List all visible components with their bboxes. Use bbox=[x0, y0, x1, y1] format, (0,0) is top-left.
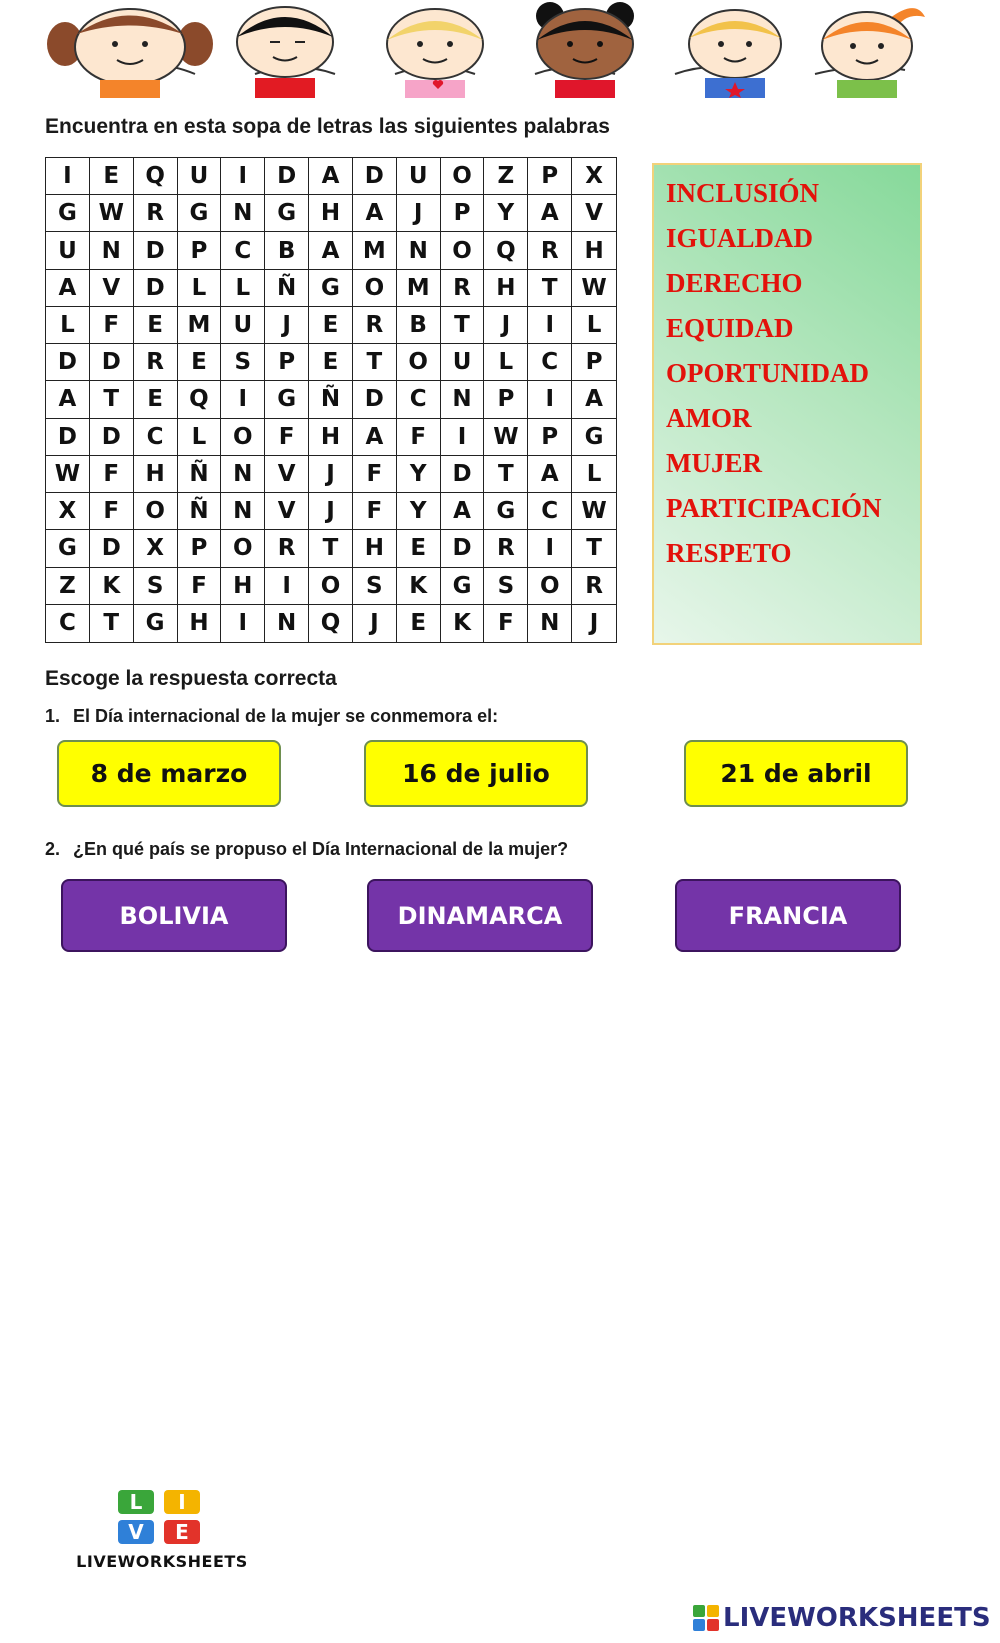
grid-cell: G bbox=[46, 195, 90, 232]
grid-cell: I bbox=[221, 381, 265, 418]
grid-cell: T bbox=[572, 530, 616, 567]
grid-cell: I bbox=[221, 158, 265, 195]
grid-cell: L bbox=[572, 456, 616, 493]
choose-instruction: Escoge la respuesta correcta bbox=[45, 667, 337, 690]
grid-cell: E bbox=[309, 307, 353, 344]
grid-cell: I bbox=[221, 605, 265, 642]
grid-cell: Y bbox=[397, 456, 441, 493]
child-6 bbox=[822, 8, 925, 98]
grid-cell: I bbox=[265, 568, 309, 605]
liveworksheets-icon bbox=[693, 1605, 719, 1631]
grid-cell: N bbox=[441, 381, 485, 418]
grid-cell: A bbox=[528, 456, 572, 493]
grid-cell: T bbox=[309, 530, 353, 567]
grid-cell: Z bbox=[484, 158, 528, 195]
liveworksheets-logo bbox=[52, 1490, 272, 1580]
grid-cell: J bbox=[353, 605, 397, 642]
word-list-item: OPORTUNIDAD bbox=[666, 358, 870, 388]
question-2 bbox=[45, 839, 568, 860]
child-1 bbox=[47, 9, 213, 98]
grid-cell: L bbox=[572, 307, 616, 344]
grid-cell: O bbox=[221, 419, 265, 456]
grid-cell: Y bbox=[397, 493, 441, 530]
grid-cell: H bbox=[309, 195, 353, 232]
grid-cell: D bbox=[265, 158, 309, 195]
grid-cell: O bbox=[353, 270, 397, 307]
grid-cell: D bbox=[134, 270, 178, 307]
word-list-item: AMOR bbox=[666, 403, 752, 433]
word-search-instruction: Encuentra en esta sopa de letras las siguientes palabras bbox=[45, 115, 610, 138]
question-2-number: 2. bbox=[45, 839, 61, 859]
grid-cell: Y bbox=[484, 195, 528, 232]
grid-cell: Ñ bbox=[309, 381, 353, 418]
grid-cell: D bbox=[46, 419, 90, 456]
grid-cell: G bbox=[309, 270, 353, 307]
grid-cell: M bbox=[353, 232, 397, 269]
grid-cell: X bbox=[46, 493, 90, 530]
grid-cell: K bbox=[397, 568, 441, 605]
grid-cell: U bbox=[178, 158, 222, 195]
grid-cell: C bbox=[221, 232, 265, 269]
grid-cell: A bbox=[528, 195, 572, 232]
grid-cell: D bbox=[90, 344, 134, 381]
grid-cell: V bbox=[90, 270, 134, 307]
grid-cell: T bbox=[528, 270, 572, 307]
question-1-text: El Día internacional de la mujer se conmemora el: bbox=[73, 706, 499, 726]
grid-cell: W bbox=[572, 270, 616, 307]
grid-cell: P bbox=[528, 419, 572, 456]
grid-cell: U bbox=[46, 232, 90, 269]
grid-cell: E bbox=[90, 158, 134, 195]
grid-cell: P bbox=[528, 158, 572, 195]
grid-cell: H bbox=[353, 530, 397, 567]
grid-cell: N bbox=[221, 195, 265, 232]
word-list-item: RESPETO bbox=[666, 538, 792, 568]
logo-text: LIVEWORKSHEETS bbox=[76, 1552, 248, 1571]
grid-cell: S bbox=[134, 568, 178, 605]
grid-cell: J bbox=[484, 307, 528, 344]
grid-cell: F bbox=[397, 419, 441, 456]
grid-cell: A bbox=[309, 158, 353, 195]
grid-cell: U bbox=[397, 158, 441, 195]
grid-cell: F bbox=[90, 456, 134, 493]
grid-cell: A bbox=[46, 381, 90, 418]
grid-cell: R bbox=[484, 530, 528, 567]
grid-cell: O bbox=[397, 344, 441, 381]
grid-cell: L bbox=[221, 270, 265, 307]
grid-cell: O bbox=[134, 493, 178, 530]
grid-cell: R bbox=[353, 307, 397, 344]
grid-cell: E bbox=[134, 381, 178, 418]
grid-cell: T bbox=[90, 381, 134, 418]
grid-cell: J bbox=[589, 610, 599, 637]
grid-cell: N bbox=[528, 605, 572, 642]
grid-cell: G bbox=[46, 530, 90, 567]
grid-cell: H bbox=[134, 456, 178, 493]
grid-cell: M bbox=[397, 270, 441, 307]
grid-cell: J bbox=[309, 493, 353, 530]
grid-cell: B bbox=[265, 232, 309, 269]
word-list-box bbox=[652, 163, 922, 645]
grid-cell: Ñ bbox=[178, 456, 222, 493]
grid-cell: A bbox=[353, 419, 397, 456]
grid-cell: R bbox=[572, 568, 616, 605]
grid-cell: O bbox=[309, 568, 353, 605]
grid-cell: B bbox=[397, 307, 441, 344]
grid-cell: J bbox=[265, 307, 309, 344]
grid-cell: D bbox=[441, 530, 485, 567]
liveworksheets-watermark bbox=[693, 1600, 991, 1636]
grid-cell: H bbox=[178, 605, 222, 642]
grid-cell: O bbox=[221, 530, 265, 567]
word-list-item: PARTICIPACIÓN bbox=[666, 493, 882, 523]
grid-cell: C bbox=[397, 381, 441, 418]
word-list-item: EQUIDAD bbox=[666, 313, 794, 343]
grid-cell: L bbox=[46, 307, 90, 344]
option-21-de-abril[interactable]: 21 de abril bbox=[684, 740, 908, 807]
grid-cell: T bbox=[484, 456, 528, 493]
grid-cell: U bbox=[441, 344, 485, 381]
option-8-de-marzo[interactable]: 8 de marzo bbox=[57, 740, 281, 807]
grid-cell: O bbox=[528, 568, 572, 605]
grid-cell: F bbox=[178, 568, 222, 605]
grid-cell: Q bbox=[134, 158, 178, 195]
grid-cell: H bbox=[484, 270, 528, 307]
grid-cell: P bbox=[572, 344, 616, 381]
grid-cell: G bbox=[265, 195, 309, 232]
grid-cell: F bbox=[353, 456, 397, 493]
grid-cell: I bbox=[528, 381, 572, 418]
grid-cell: Ñ bbox=[265, 270, 309, 307]
grid-cell: F bbox=[90, 307, 134, 344]
grid-cell: R bbox=[134, 195, 178, 232]
child-4 bbox=[536, 2, 634, 98]
grid-cell: C bbox=[46, 605, 90, 642]
grid-cell: P bbox=[178, 232, 222, 269]
question-2-text: ¿En qué país se propuso el Día Internacional de la mujer? bbox=[73, 839, 569, 859]
grid-cell: D bbox=[90, 530, 134, 567]
grid-cell: C bbox=[528, 493, 572, 530]
word-list-item: IGUALDAD bbox=[666, 223, 814, 253]
child-3 bbox=[387, 9, 483, 98]
child-5 bbox=[689, 10, 781, 98]
grid-cell: F bbox=[90, 493, 134, 530]
logo-tile-e: E bbox=[164, 1520, 200, 1544]
logo-tile-l: L bbox=[118, 1490, 154, 1514]
grid-cell: P bbox=[265, 344, 309, 381]
grid-cell: D bbox=[46, 344, 90, 381]
grid-cell: N bbox=[397, 232, 441, 269]
grid-cell: S bbox=[353, 568, 397, 605]
option-francia[interactable]: FRANCIA bbox=[675, 879, 901, 952]
grid-cell: E bbox=[134, 307, 178, 344]
option-bolivia[interactable]: BOLIVIA bbox=[61, 879, 287, 952]
grid-cell: V bbox=[265, 493, 309, 530]
grid-cell: V bbox=[572, 195, 616, 232]
grid-cell: P bbox=[484, 381, 528, 418]
grid-cell: E bbox=[178, 344, 222, 381]
word-list-item: INCLUSIÓN bbox=[666, 178, 820, 208]
grid-cell: E bbox=[397, 530, 441, 567]
grid-cell: N bbox=[221, 456, 265, 493]
grid-cell: O bbox=[441, 158, 485, 195]
grid-cell: Z bbox=[46, 568, 90, 605]
grid-cell: S bbox=[221, 344, 265, 381]
grid-cell: R bbox=[134, 344, 178, 381]
grid-cell: F bbox=[265, 419, 309, 456]
grid-cell: A bbox=[46, 270, 90, 307]
grid-cell: L bbox=[484, 344, 528, 381]
grid-cell: I bbox=[528, 530, 572, 567]
grid-cell: S bbox=[484, 568, 528, 605]
word-list-item: DERECHO bbox=[666, 268, 803, 298]
grid-cell: W bbox=[46, 456, 90, 493]
grid-cell: G bbox=[484, 493, 528, 530]
logo-tile-i: I bbox=[164, 1490, 200, 1514]
grid-cell: H bbox=[309, 419, 353, 456]
grid-cell: X bbox=[572, 158, 616, 195]
grid-cell: P bbox=[441, 195, 485, 232]
grid-cell: L bbox=[178, 270, 222, 307]
grid-cell: C bbox=[134, 419, 178, 456]
grid-cell: G bbox=[178, 195, 222, 232]
grid-cell: W bbox=[484, 419, 528, 456]
grid-cell: I bbox=[46, 158, 90, 195]
grid-cell: R bbox=[265, 530, 309, 567]
option-16-de-julio[interactable]: 16 de julio bbox=[364, 740, 588, 807]
grid-cell: L bbox=[178, 419, 222, 456]
grid-cell: F bbox=[353, 493, 397, 530]
grid-cell: N bbox=[90, 232, 134, 269]
grid-cell: X bbox=[134, 530, 178, 567]
grid-cell: G bbox=[441, 568, 485, 605]
grid-cell: T bbox=[441, 307, 485, 344]
grid-cell: O bbox=[441, 232, 485, 269]
grid-cell: Q bbox=[484, 232, 528, 269]
grid-cell: N bbox=[265, 605, 309, 642]
grid-cell: D bbox=[134, 232, 178, 269]
grid-cell: T bbox=[90, 605, 134, 642]
word-list-item: MUJER bbox=[666, 448, 762, 478]
grid-cell: W bbox=[90, 195, 134, 232]
grid-cell: K bbox=[441, 605, 485, 642]
grid-cell: K bbox=[90, 568, 134, 605]
grid-cell: A bbox=[441, 493, 485, 530]
grid-cell: C bbox=[528, 344, 572, 381]
grid-cell: E bbox=[397, 605, 441, 642]
question-1-number: 1. bbox=[45, 706, 61, 726]
grid-cell: A bbox=[309, 232, 353, 269]
grid-cell: I bbox=[441, 419, 485, 456]
grid-cell: U bbox=[221, 307, 265, 344]
logo-tile-v: V bbox=[118, 1520, 154, 1544]
grid-cell: G bbox=[572, 419, 616, 456]
grid-cell: T bbox=[353, 344, 397, 381]
grid-cell: F bbox=[484, 605, 528, 642]
grid-cell: A bbox=[572, 381, 616, 418]
grid-cell: E bbox=[309, 344, 353, 381]
child-2 bbox=[237, 7, 333, 98]
children-banner bbox=[45, 2, 950, 98]
grid-cell: M bbox=[178, 307, 222, 344]
grid-cell: H bbox=[572, 232, 616, 269]
grid-cell: I bbox=[528, 307, 572, 344]
option-dinamarca[interactable]: DINAMARCA bbox=[367, 879, 593, 952]
grid-cell: A bbox=[353, 195, 397, 232]
grid-cell: Q bbox=[178, 381, 222, 418]
grid-cell: N bbox=[221, 493, 265, 530]
grid-cell: D bbox=[90, 419, 134, 456]
grid-cell: W bbox=[572, 493, 616, 530]
watermark-text: LIVEWORKSHEETS bbox=[723, 1603, 991, 1633]
question-1 bbox=[45, 706, 498, 727]
grid-cell: D bbox=[441, 456, 485, 493]
grid-cell: Ñ bbox=[178, 493, 222, 530]
grid-cell: P bbox=[178, 530, 222, 567]
grid-cell: R bbox=[441, 270, 485, 307]
grid-cell: R bbox=[528, 232, 572, 269]
grid-cell: J bbox=[309, 456, 353, 493]
grid-cell: D bbox=[353, 158, 397, 195]
grid-cell: H bbox=[221, 568, 265, 605]
grid-cell: J bbox=[397, 195, 441, 232]
word-search-grid bbox=[45, 157, 617, 643]
grid-cell: V bbox=[265, 456, 309, 493]
grid-cell: Q bbox=[309, 605, 353, 642]
grid-cell: G bbox=[265, 381, 309, 418]
grid-cell: D bbox=[353, 381, 397, 418]
grid-cell: G bbox=[134, 605, 178, 642]
